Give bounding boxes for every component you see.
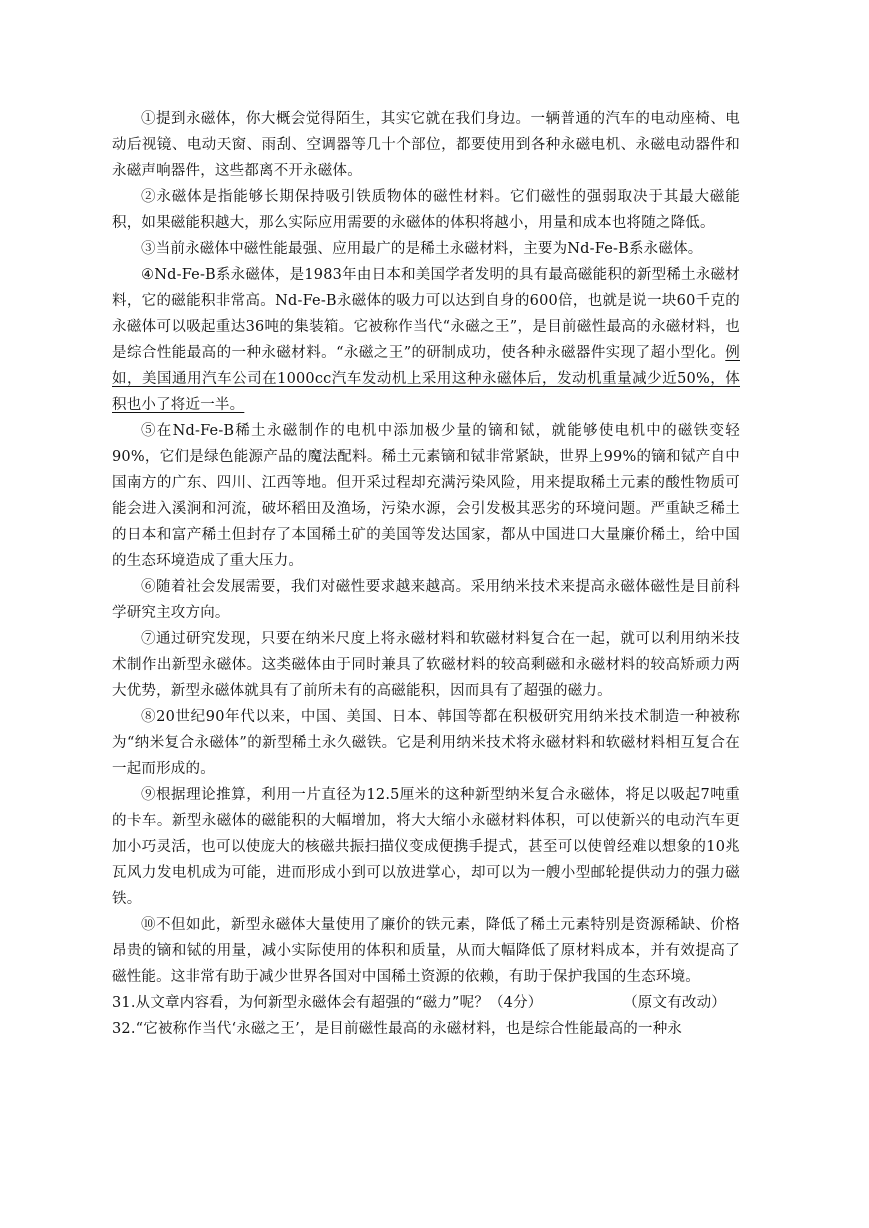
question-32-text: 32.“它被称作当代‘永磁之王’，是目前磁性最高的永磁材料，也是综合性能最高的一种永: [112, 1021, 683, 1037]
paragraph-6: [112, 574, 740, 626]
question-32: [112, 1016, 740, 1042]
article-body: [112, 106, 740, 1042]
paragraph-9-text: ⑨根据理论推算，利用一片直径为12.5厘米的这种新型纳米复合永磁体，将足以吸起7吨重的卡车。新型永磁体的磁能积的大幅增加，将大大缩小永磁材料体积，可以使新兴的电动汽车更加小巧灵活，也可以使庞大的核磁共振扫描仪变成便携手提式，甚至可以使曾经难以想象的10兆瓦风力发电机成为可能，进而形成小到可以放进掌心，却可以为一艘小型邮轮提供动力的强力磁铁。: [112, 787, 740, 907]
paragraph-7: [112, 626, 740, 704]
paragraph-3-text: ③当前永磁体中磁性能最强、应用最广的是稀土永磁材料，主要为Nd-Fe-B系永磁体。: [141, 241, 703, 257]
paragraph-4-underlined-example: 例如，美国通用汽车公司在1000cc汽车发动机上采用这种永磁体后，发动机重量减少近50%，体积也小了将近一半。: [112, 345, 740, 413]
paragraph-8-text: ⑧20世纪90年代以来，中国、美国、日本、韩国等都在积极研究用纳米技术制造一种被称为“纳米复合永磁体”的新型稀土永久磁铁。它是利用纳米技术将永磁材料和软磁材料相互复合在一起而形成的。: [112, 709, 740, 777]
paragraph-1-text: ①提到永磁体，你大概会觉得陌生，其实它就在我们身边。一辆普通的汽车的电动座椅、电动后视镜、电动天窗、雨刮、空调器等几十个部位，都要使用到各种永磁电机、永磁电动器件和永磁声响器件，这些都离不开永磁体。: [112, 111, 740, 179]
source-note: （原文有改动）: [623, 995, 726, 1011]
paragraph-1: [112, 106, 740, 184]
paragraph-4-text: ④Nd-Fe-B系永磁体，是1983年由日本和美国学者发明的具有最高磁能积的新型稀土永磁材料，它的磁能积非常高。Nd-Fe-B永磁体的吸力可以达到自身的600倍，也就是说一块60千克的永磁体可以吸起重达36吨的集装箱。它被称作当代“永磁之王”，是目前磁性最高的永磁材料，也是综合性能最高的一种永磁材料。“永磁之王”的研制成功，使各种永磁器件实现了超小型化。: [112, 267, 740, 361]
paragraph-6-text: ⑥随着社会发展需要，我们对磁性要求越来越高。采用纳米技术来提高永磁体磁性是目前科学研究主攻方向。: [112, 579, 740, 621]
paragraph-5: [112, 418, 740, 574]
paragraph-7-text: ⑦通过研究发现，只要在纳米尺度上将永磁材料和软磁材料复合在一起，就可以利用纳米技术制作出新型永磁体。这类磁体由于同时兼具了软磁材料的较高剩磁和永磁材料的较高矫顽力两大优势，新型永磁体就具有了前所未有的高磁能积，因而具有了超强的磁力。: [112, 631, 740, 699]
paragraph-5-text: ⑤在Nd-Fe-B稀土永磁制作的电机中添加极少量的镝和铽，就能够使电机中的磁铁变轻90%，它们是绿色能源产品的魔法配料。稀土元素镝和铽非常紧缺，世界上99%的镝和铽产自中国南方的广东、四川、江西等地。但开采过程却充满污染风险，用来提取稀土元素的酸性物质可能会进入溪涧和河流，破坏稻田及渔场，污染水源，会引发极其恶劣的环境问题。严重缺乏稀土的日本和富产稀土但封存了本国稀土矿的美国等发达国家，都从中国进口大量廉价稀土，给中国的生态环境造成了重大压力。: [112, 423, 740, 569]
question-31-text: 31.从文章内容看，为何新型永磁体会有超强的“磁力”呢？（4分）: [112, 995, 543, 1011]
paragraph-9: [112, 782, 740, 912]
paragraph-2: [112, 184, 740, 236]
paragraph-8: [112, 704, 740, 782]
paragraph-3: [112, 236, 740, 262]
paragraph-2-text: ②永磁体是指能够长期保持吸引铁质物体的磁性材料。它们磁性的强弱取决于其最大磁能积，如果磁能积越大，那么实际应用需要的永磁体的体积将越小，用量和成本也将随之降低。: [112, 189, 740, 231]
paragraph-10-text: ⑩不但如此，新型永磁体大量使用了廉价的铁元素，降低了稀土元素特别是资源稀缺、价格昂贵的镝和铽的用量，减小实际使用的体积和质量，从而大幅降低了原材料成本，并有效提高了磁性能。这非常有助于减少世界各国对中国稀土资源的依赖，有助于保护我国的生态环境。: [112, 917, 740, 985]
paragraph-4: [112, 262, 740, 418]
